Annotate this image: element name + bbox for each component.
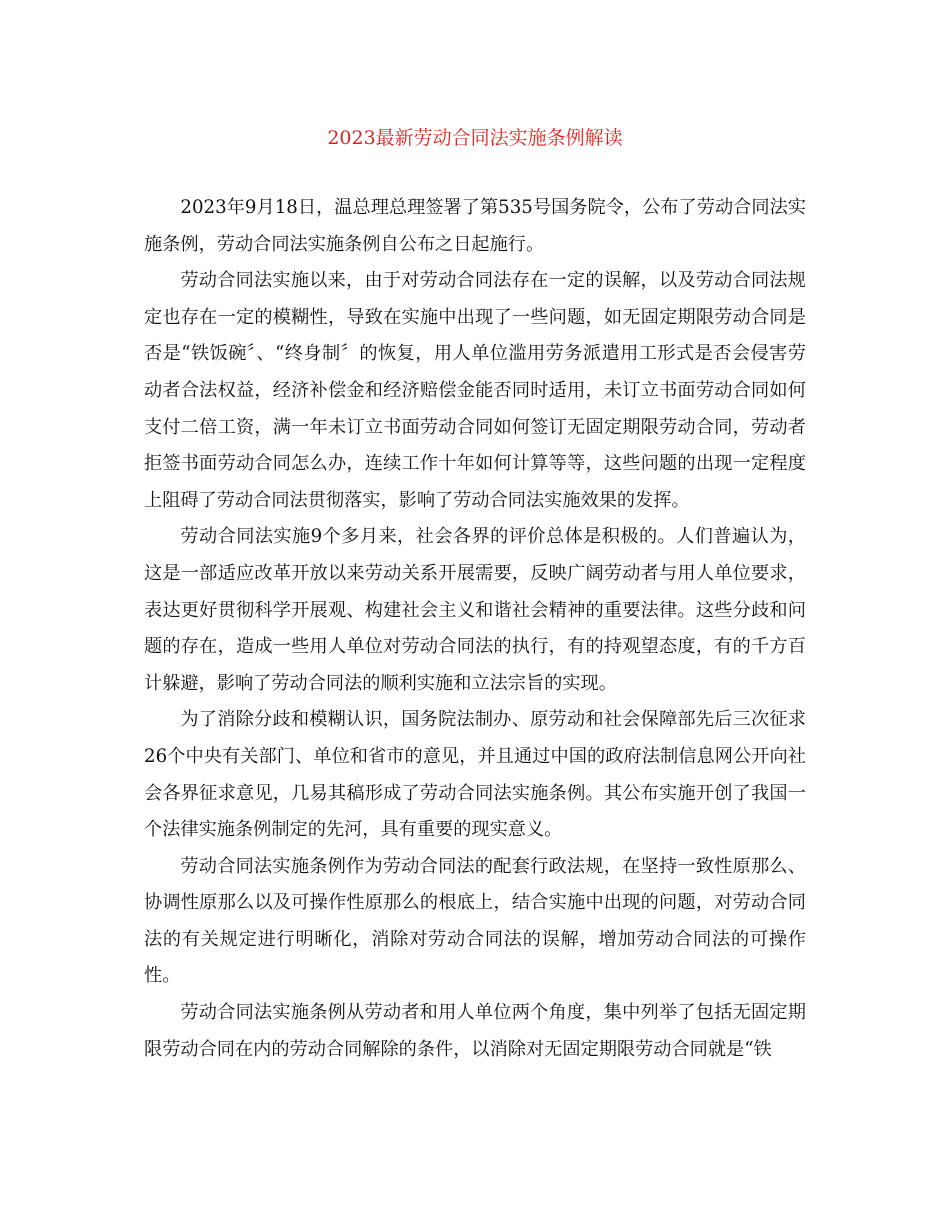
- document-body: [144, 190, 806, 1068]
- paragraph-4: 为了消除分歧和模糊认识，国务院法制办、原劳动和社会保障部先后三次征求26个中央有关部门、单位和省市的意见，并且通过中国的政府法制信息网公开向社会各界征求意见，几易其稿形成了劳动合同法实施条例。其公布实施开创了我国一个法律实施条例制定的先河，具有重要的现实意义。: [144, 709, 806, 841]
- paragraph-1: 2023年9月18日，温总理总理签署了第535号国务院令，公布了劳动合同法实施条例，劳动合同法实施条例自公布之日起施行。: [144, 197, 806, 255]
- paragraph-2: 劳动合同法实施以来，由于对劳动合同法存在一定的误解，以及劳动合同法规定也存在一定的模糊性，导致在实施中出现了一些问题，如无固定期限劳动合同是否是“铁饭碗〞、“终身制〞的恢复，用人单位滥用劳务派遣用工形式是否会侵害劳动者合法权益，经济补偿金和经济赔偿金能否同时适用，未订立书面劳动合同如何支付二倍工资，满一年未订立书面劳动合同如何签订无固定期限劳动合同，劳动者拒签书面劳动合同怎么办，连续工作十年如何计算等等，这些问题的出现一定程度上阻碍了劳动合同法贯彻落实，影响了劳动合同法实施效果的发挥。: [144, 270, 806, 511]
- document-title: 2023最新劳动合同法实施条例解读: [327, 127, 623, 149]
- paragraph-5: 劳动合同法实施条例作为劳动合同法的配套行政法规，在坚持一致性原那么、协调性原那么以及可操作性原那么的根底上，结合实施中出现的问题，对劳动合同法的有关规定进行明晰化，消除对劳动合同法的误解，增加劳动合同法的可操作性。: [144, 855, 806, 987]
- paragraph-6: 劳动合同法实施条例从劳动者和用人单位两个角度，集中列举了包括无固定期限劳动合同在内的劳动合同解除的条件，以消除对无固定期限劳动合同就是“铁: [144, 1002, 806, 1060]
- paragraph-3: 劳动合同法实施9个多月来，社会各界的评价总体是积极的。人们普遍认为，这是一部适应改革开放以来劳动关系开展需要，反映广阔劳动者与用人单位要求，表达更好贯彻科学开展观、构建社会主义和谐社会精神的重要法律。这些分歧和问题的存在，造成一些用人单位对劳动合同法的执行，有的持观望态度，有的千方百计躲避，影响了劳动合同法的顺利实施和立法宗旨的实现。: [144, 526, 806, 694]
